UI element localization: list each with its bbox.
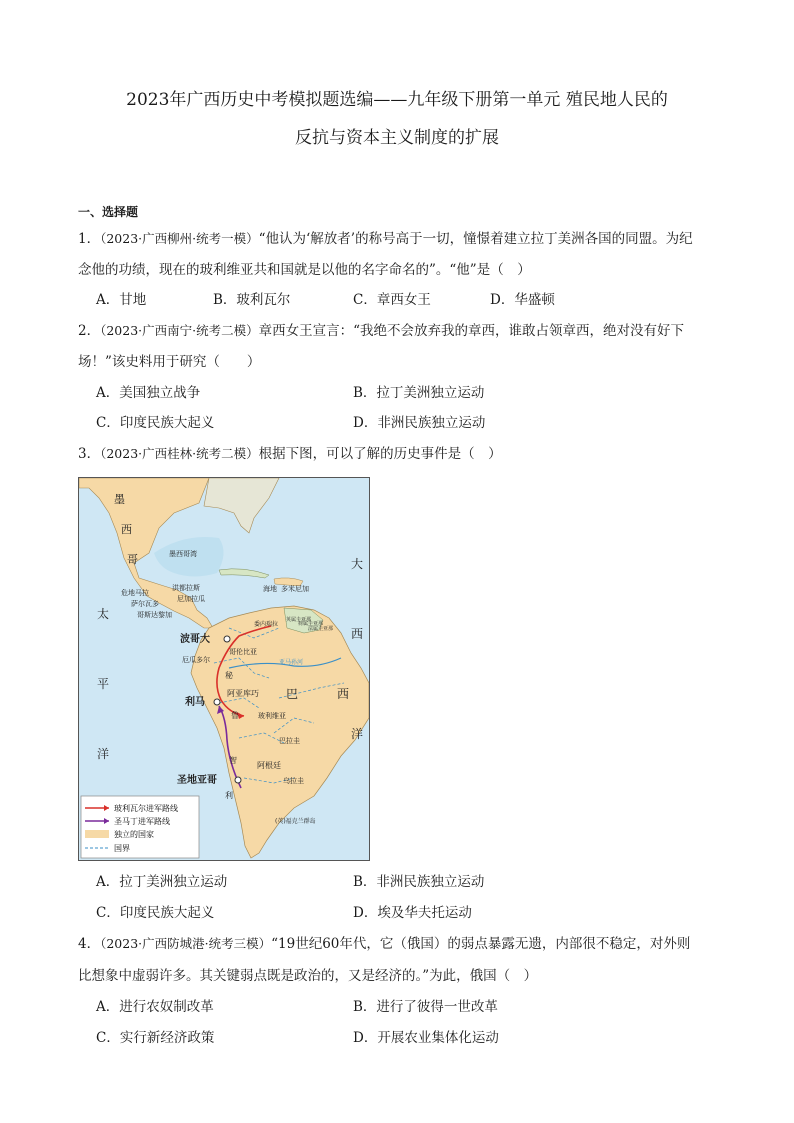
q2-option-a: A．美国独立战争 [96, 385, 201, 401]
costarica-label: 哥斯达黎加 [137, 611, 172, 619]
section-heading: 一、选择题 [78, 205, 139, 219]
nicaragua-label: 尼加拉瓜 [177, 595, 205, 603]
q3-option-a: A．拉丁美洲独立运动 [96, 874, 228, 890]
ayacucho-label: 阿亚库巧 [227, 689, 259, 698]
dominica-label: 多米尼加 [281, 585, 309, 593]
mexico-label-3: 哥 [127, 553, 138, 566]
q1-stem-line1 [78, 229, 728, 249]
q2-text: 章西女王宣言：“我绝不会放弃我的章西，谁敢占领章西，绝对没有好下 [258, 323, 685, 339]
q3-stem-line1 [78, 444, 728, 464]
legend-sanmartin: 圣马丁进军路线 [114, 817, 170, 826]
q3-option-d: D．埃及华夫托运动 [353, 905, 472, 921]
venezuela-label: 委内瑞拉 [254, 621, 279, 628]
santiago-label: 圣地亚哥 [177, 775, 217, 786]
brazil-label-2: 西 [337, 687, 350, 701]
dutch-guiana-label: 荷属圭亚那 [298, 621, 324, 627]
q3-option-c: C．印度民族大起义 [96, 905, 215, 921]
q1-text: “他认为‘解放者’的称号高于一切，憧憬着建立拉丁美洲各国的同盟。为纪 [258, 231, 693, 247]
q1-stem-line2: 念他的功绩，现在的玻利维亚共和国就是以他的名字命名的”。“他”是（ ） [78, 262, 531, 278]
ecuador-label: 厄瓜多尔 [182, 656, 210, 664]
q1-option-b: B．玻利瓦尔 [213, 292, 291, 308]
q1-source: （2023·广西柳州·统考一模） [100, 231, 259, 246]
q1-option-a: A．甘地 [96, 292, 147, 308]
pacific-label-1: 太 [97, 607, 110, 621]
legend-border: 国界 [114, 844, 130, 853]
atlantic-label-1: 大 [351, 557, 364, 571]
q3-source: （2023·广西桂林·统考二模） [100, 446, 259, 461]
q2-option-c: C．印度民族大起义 [96, 415, 215, 431]
amazon-label: 亚马孙河 [279, 659, 304, 666]
latin-america-map [78, 477, 370, 861]
chile-label-1: 智 [229, 756, 237, 765]
atlantic-label-2: 西 [351, 627, 364, 641]
guatemala-label: 危地马拉 [121, 589, 149, 597]
mexico-label-1: 墨 [114, 493, 125, 506]
brazil-label-1: 巴 [286, 687, 299, 701]
guyana-label: 英属圭亚那 [286, 617, 312, 623]
q4-text: “19世纪60年代，它（俄国）的弱点暴露无遗，内部很不稳定，对外则 [271, 936, 691, 952]
q2-option-b: B．拉丁美洲独立运动 [353, 385, 485, 401]
legend-independent: 独立的国家 [114, 830, 154, 839]
honduras-label: 洪都拉斯 [172, 584, 200, 592]
colombia-label: 哥伦比亚 [229, 648, 257, 656]
atlantic-label-3: 洋 [351, 727, 364, 741]
map-legend [81, 796, 199, 858]
gulf-label: 墨西哥湾 [169, 550, 197, 558]
page-title-line1: 2023年广西历史中考模拟题选编——九年级下册第一单元 殖民地人民的 [126, 90, 668, 110]
q2-option-d: D．非洲民族独立运动 [353, 415, 486, 431]
q2-stem-line1 [78, 321, 728, 341]
q1-number: 1． [78, 231, 101, 247]
santiago-marker [235, 777, 241, 783]
q2-number: 2． [78, 323, 101, 339]
q4-option-b: B．进行了彼得一世改革 [353, 999, 498, 1015]
lima-label: 利马 [185, 697, 205, 708]
lima-marker [214, 699, 220, 705]
haiti-label: 海地 [263, 585, 277, 593]
q4-option-c: C．实行新经济政策 [96, 1030, 215, 1046]
salvador-label: 萨尔瓦多 [131, 600, 159, 608]
peru-label-1: 秘 [225, 671, 233, 680]
bogota-label: 波哥大 [180, 634, 210, 645]
falkland-label: (英)福克兰群岛 [275, 818, 316, 825]
q1-option-c: C．章西女王 [353, 292, 431, 308]
q3-number: 3． [78, 446, 101, 462]
q4-stem-line2: 比想象中虚弱许多。其关键弱点既是政治的，又是经济的。”为此，俄国（ ） [78, 968, 538, 984]
q3-option-b: B．非洲民族独立运动 [353, 874, 485, 890]
peru-label-2: 鲁 [231, 711, 239, 720]
q4-option-d: D．开展农业集体化运动 [353, 1030, 499, 1046]
chile-label-2: 利 [225, 791, 233, 800]
legend-bolivar: 玻利瓦尔进军路线 [114, 804, 178, 813]
q4-stem-line1 [78, 934, 728, 954]
mexico-label-2: 西 [121, 523, 132, 536]
uruguay-label: 乌拉圭 [283, 777, 304, 785]
page-title-line2: 反抗与资本主义制度的扩展 [295, 128, 499, 148]
french-guiana-label: 法属圭亚那 [308, 626, 334, 632]
argentina-label: 阿根廷 [257, 761, 281, 770]
bogota-marker [224, 636, 230, 642]
q4-option-a: A．进行农奴制改革 [96, 999, 214, 1015]
q4-number: 4． [78, 936, 101, 952]
q4-source: （2023·广西防城港·统考三模） [100, 936, 272, 951]
q1-option-d: D．华盛顿 [490, 292, 555, 308]
bolivia-label: 玻利维亚 [258, 712, 286, 720]
q3-text: 根据下图，可以了解的历史事件是（ ） [258, 446, 502, 462]
pacific-label-2: 平 [97, 677, 110, 691]
q2-source: （2023·广西南宁·统考二模） [100, 323, 259, 338]
paraguay-label: 巴拉圭 [279, 737, 300, 745]
q2-stem-line2: 场！”该史料用于研究（ ） [78, 354, 261, 370]
pacific-label-3: 洋 [97, 747, 110, 761]
